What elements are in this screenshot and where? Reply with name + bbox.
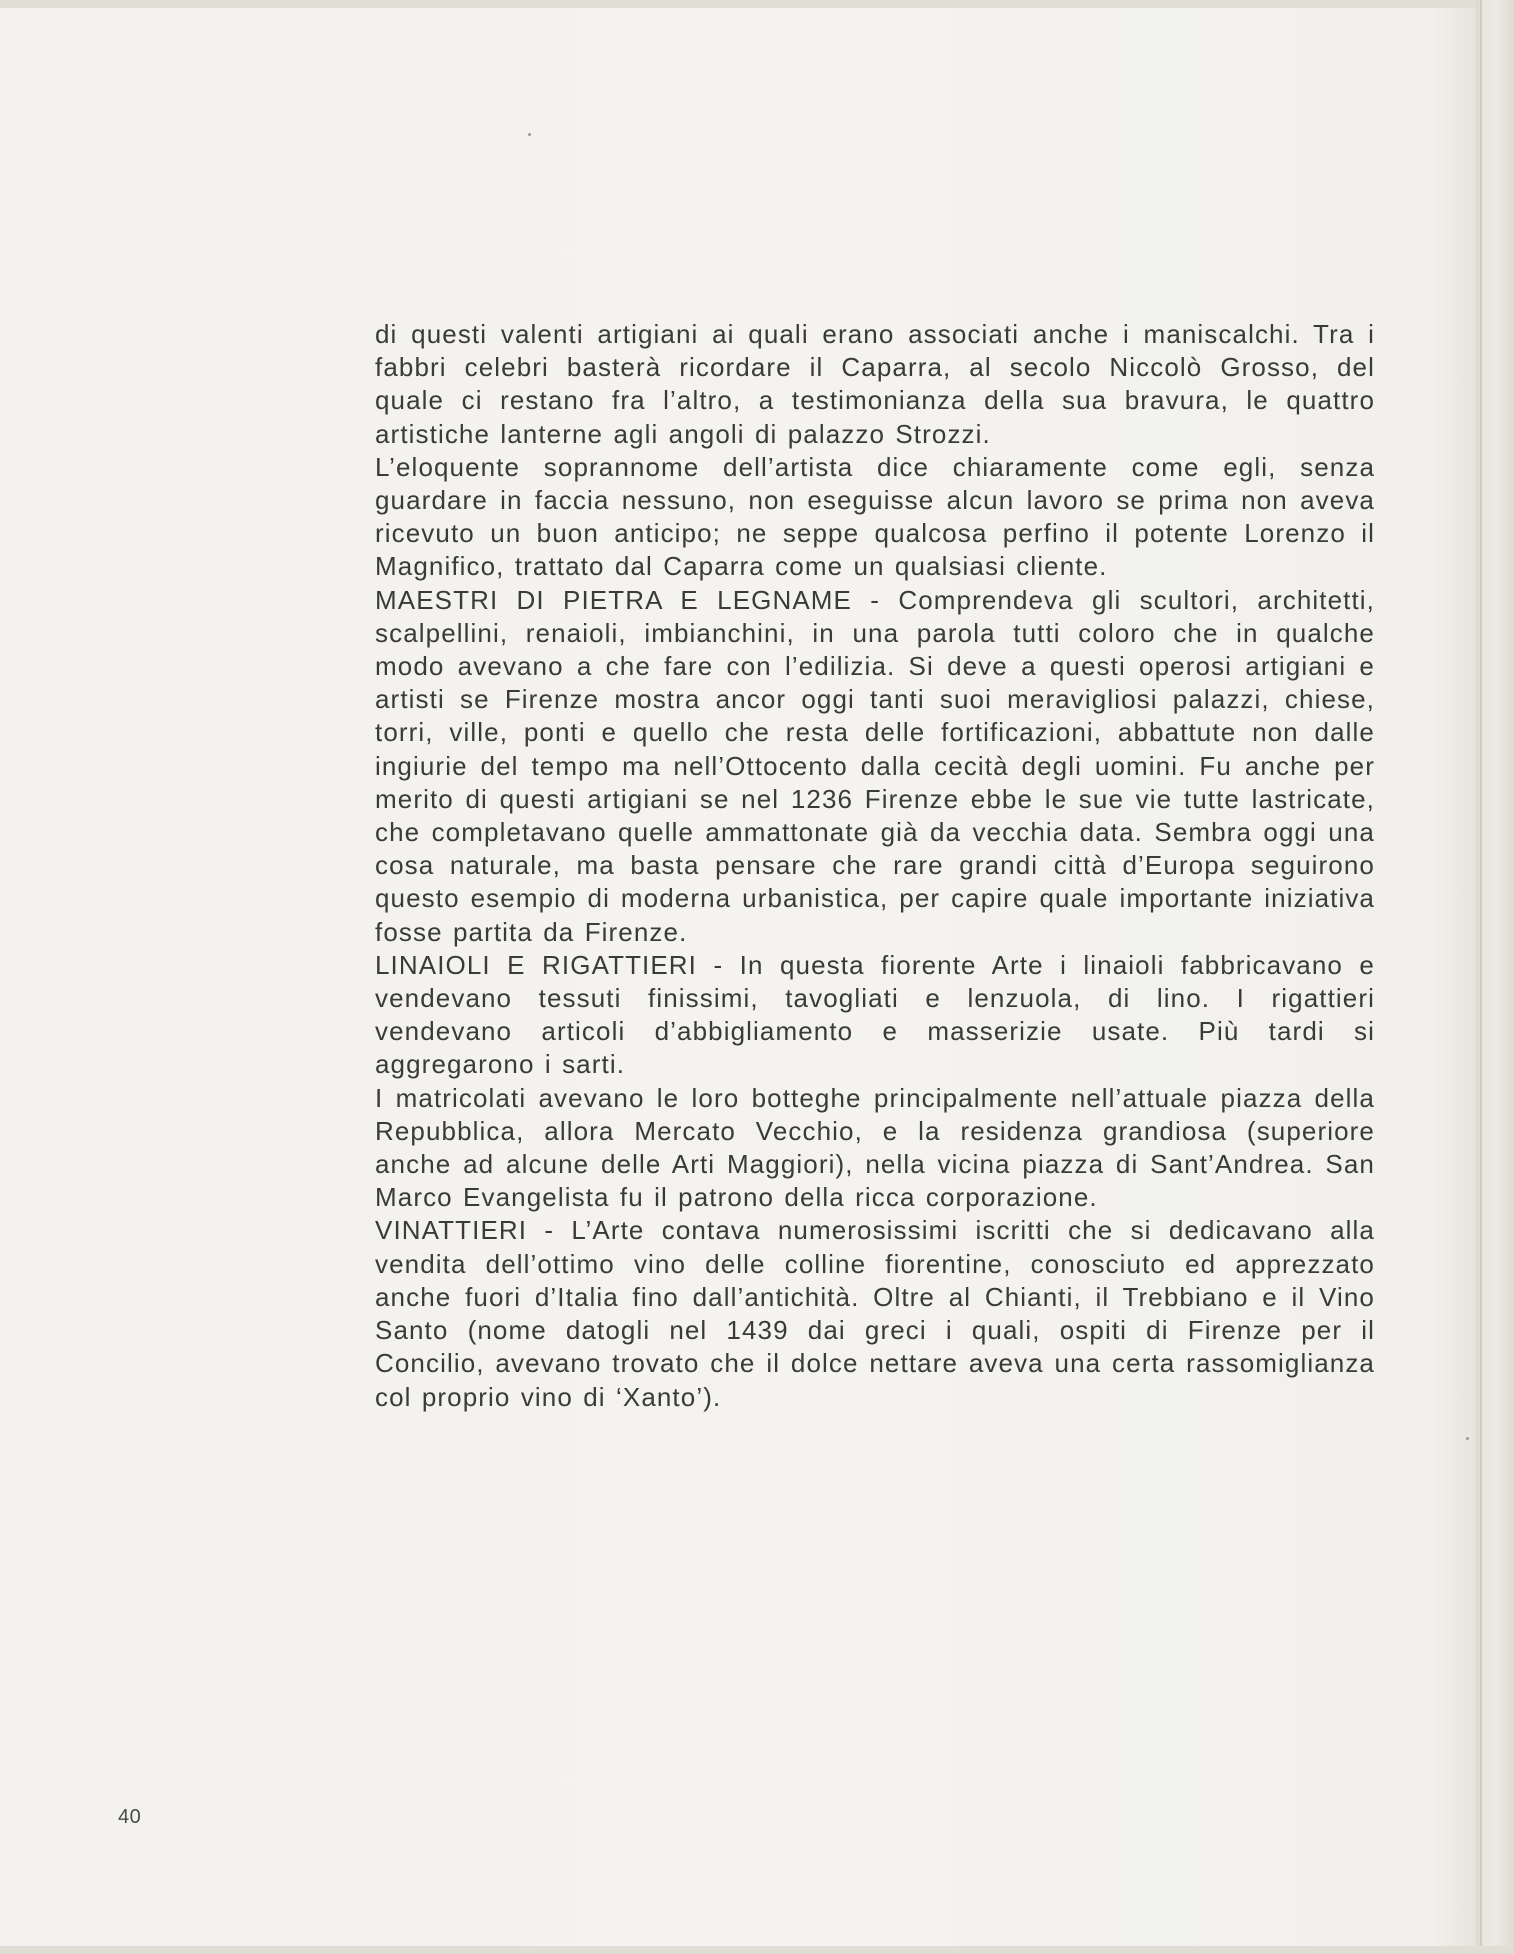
paper-speck — [528, 133, 531, 136]
spine-ridge — [1480, 0, 1482, 1954]
body-text — [375, 318, 1375, 1414]
page-bottom-edge — [0, 1946, 1514, 1954]
paragraph-vinattieri: VINATTIERI - L’Arte contava numerosissimi iscritti che si dedicavano alla vendita dell’ottimo vino delle colline fiorentine, conosciuto ed apprezzato anche fuori d’Italia fino dall’antichità. Oltre al Chianti, il Trebbiano e il Vino Santo (nome datogli nel 1439 dai greci i quali, ospiti di Firenze per il Concilio, avevano trovato che il dolce nettare aveva una certa rassomiglianza col proprio vino di ‘Xanto’). — [375, 1215, 1375, 1412]
paper-speck — [1466, 1437, 1469, 1440]
paragraph-matricolati: I matricolati avevano le loro botteghe principalmente nell’attuale piazza della Repubblica, allora Mercato Vecchio, e la residenza grandiosa (superiore anche ad alcune delle Arti Maggiori), nella vicina piazza di Sant’Andrea. San Marco Evangelista fu il patrono della ricca corporazione. — [375, 1082, 1375, 1213]
book-spine — [1476, 0, 1514, 1954]
paragraph-caparra: L’eloquente soprannome dell’artista dice chiaramente come egli, senza guardare in faccia nessuno, non eseguisse alcun lavoro se prima non aveva ricevuto un buon anticipo; ne seppe qualcosa perfino il potente Lorenzo il Magnifico, trattato dal Caparra come un qualsiasi cliente. — [375, 451, 1375, 582]
paragraph-linaioli-rigattieri: LINAIOLI E RIGATTIERI - In questa fiorente Arte i linaioli fabbricavano e vendevano tessuti finissimi, tavogliati e lenzuola, di lino. I rigattieri vendevano articoli d’abbigliamento e masserizie usate. Più tardi si aggregarono i sarti. — [375, 949, 1375, 1080]
paragraph-maestri-pietra-legname: MAESTRI DI PIETRA E LEGNAME - Comprendeva gli scultori, architetti, scalpellini, renaioli, imbianchini, in una parola tutti coloro che in qualche modo avevano a che fare con l’edilizia. Si deve a questi operosi artigiani e artisti se Firenze mostra ancor oggi tanti suoi meravigliosi palazzi, chiese, torri, ville, ponti e quello che resta delle fortificazioni, abbattute non dalle ingiurie del tempo ma nell’Ottocento dalla cecità degli uomini. Fu anche per merito di questi artigiani se nel 1236 Firenze ebbe le sue vie tutte lastricate, che completavano quelle ammattonate già da vecchia data. Sembra oggi una cosa naturale, ma basta pensare che rare grandi città d’Europa seguirono questo esempio di moderna urbanistica, per capire quale importante iniziativa fosse partita da Firenze. — [375, 584, 1375, 947]
page-top-edge — [0, 0, 1514, 8]
paragraph-fabbri: di questi valenti artigiani ai quali erano associati anche i maniscalchi. Tra i fabbri celebri basterà ricordare il Caparra, al secolo Niccolò Grosso, del quale ci restano fra l’altro, a testimonianza della sua bravura, le quattro artistiche lanterne agli angoli di palazzo Strozzi. — [375, 319, 1375, 449]
page-number: 40 — [118, 1806, 142, 1828]
